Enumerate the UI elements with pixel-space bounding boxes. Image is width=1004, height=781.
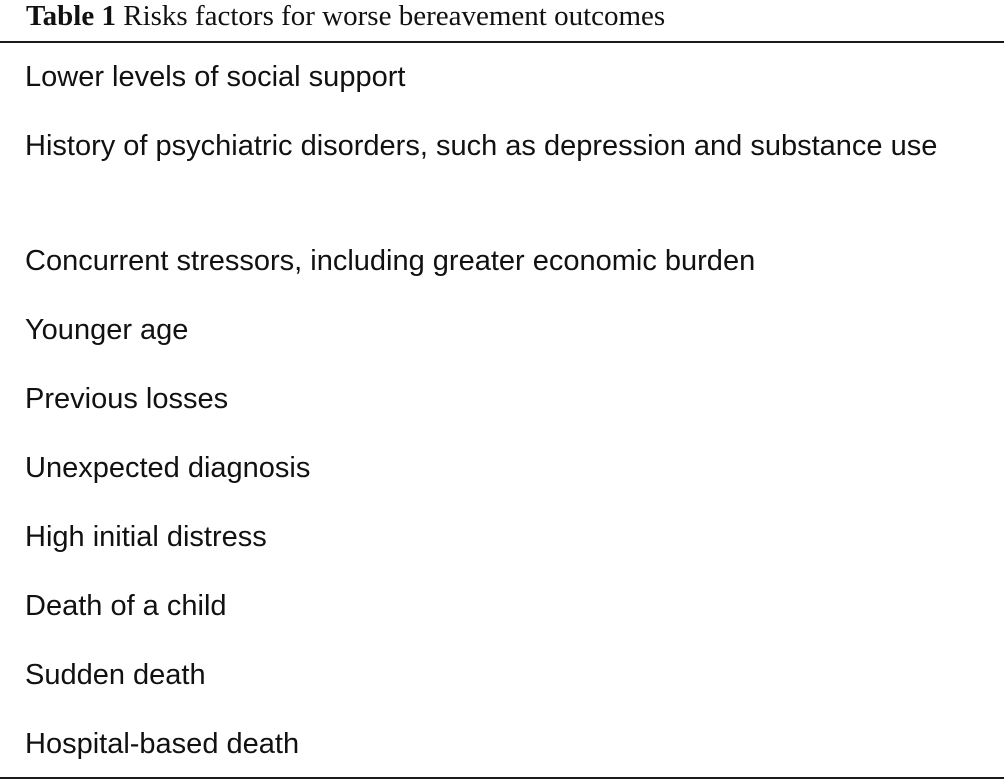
table-row: Death of a child: [25, 590, 227, 622]
table-row: Lower levels of social support: [25, 61, 406, 93]
table-row: Unexpected diagnosis: [25, 452, 311, 484]
table-row: History of psychiatric disorders, such as depression and substance use: [25, 130, 938, 162]
table-row: Hospital-based death: [25, 728, 300, 760]
table-row: Concurrent stressors, including greater economic burden: [25, 245, 756, 277]
table-caption: [26, 0, 665, 36]
table-caption-text: Risks factors for worse bereavement outcomes: [123, 0, 666, 32]
table-row: High initial distress: [25, 521, 267, 553]
table-caption-label: Table 1: [26, 0, 116, 32]
table-row: Younger age: [25, 314, 189, 346]
table-row: Sudden death: [25, 659, 206, 691]
table-bottom-rule: [0, 777, 1004, 779]
risk-factor-list: [25, 43, 975, 779]
table-row: Previous losses: [25, 383, 229, 415]
